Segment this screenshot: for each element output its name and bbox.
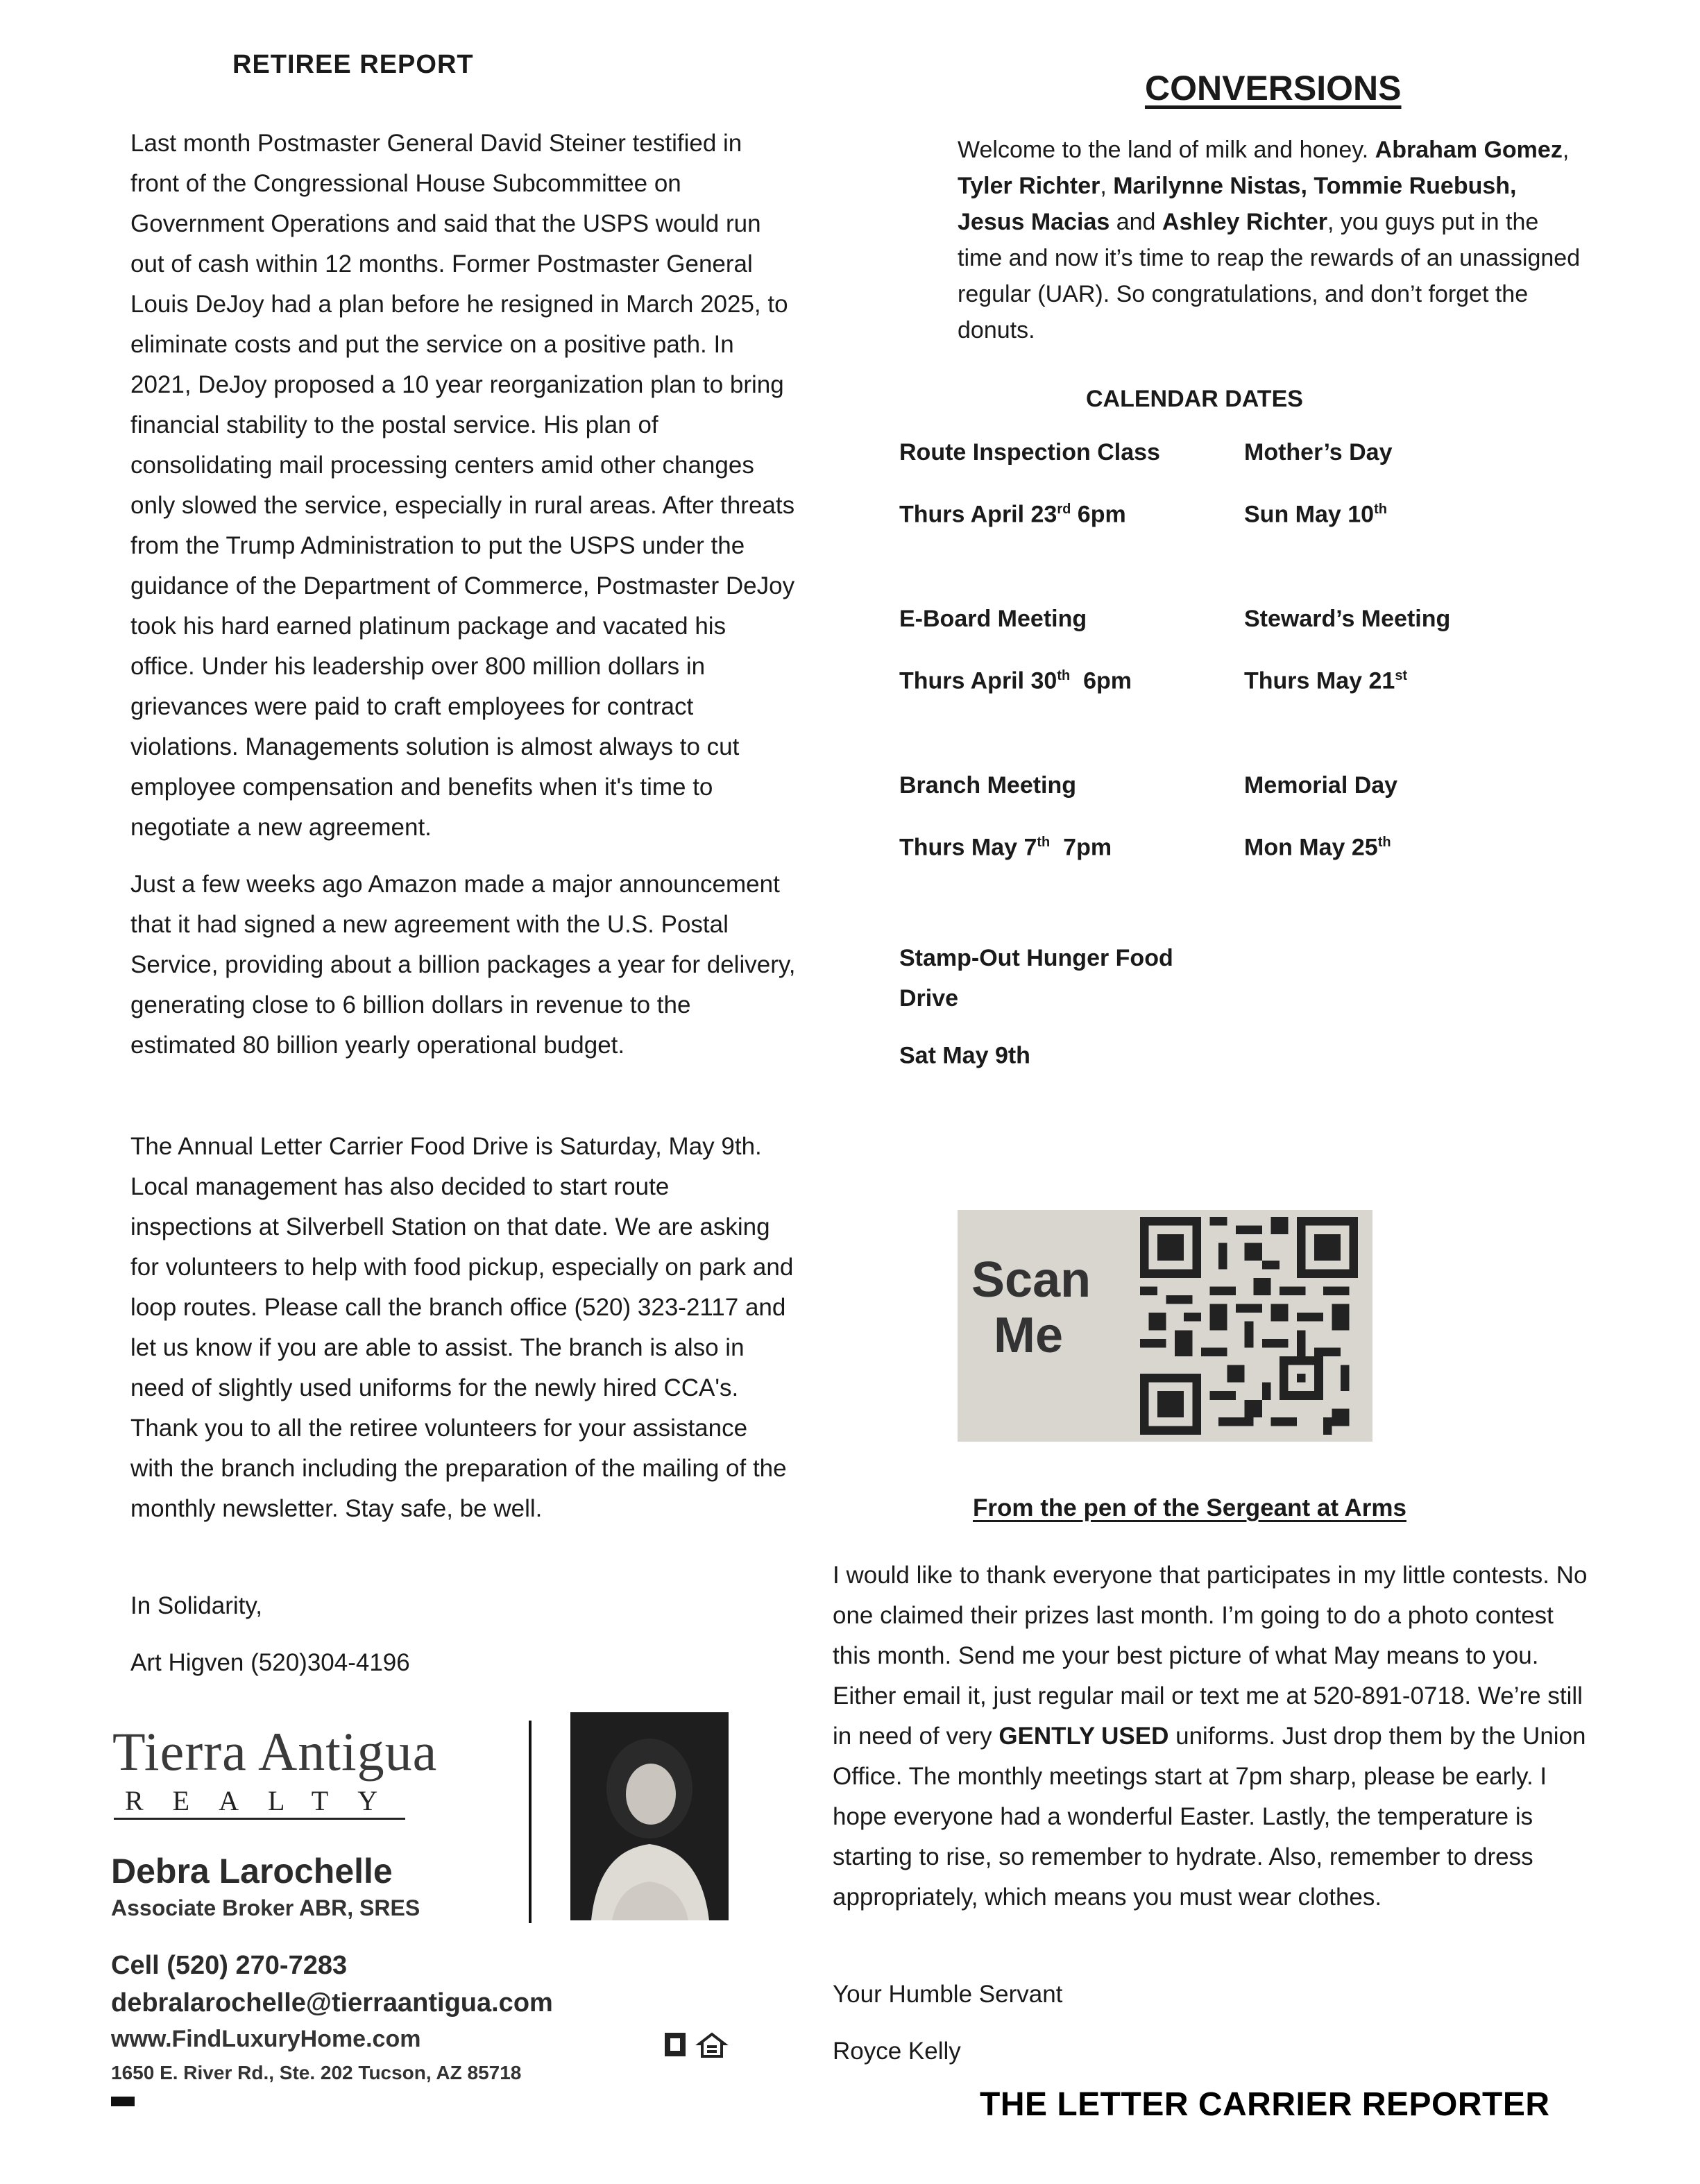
newsletter-footer-title: THE LETTER CARRIER REPORTER bbox=[980, 2086, 1550, 2123]
qr-code-icon[interactable] bbox=[1138, 1217, 1360, 1435]
agent-title: Associate Broker ABR, SRES bbox=[111, 1895, 420, 1920]
realty-logo-name: Tierra Antigua bbox=[112, 1721, 438, 1782]
calendar-event-date: Thurs May 21st bbox=[1244, 667, 1408, 694]
calendar-event-name: Stamp-Out Hunger Food Drive bbox=[899, 945, 1173, 1012]
agent-email[interactable]: debralarochelle@tierraantigua.com bbox=[111, 1988, 553, 2017]
calendar-event-date: Sat May 9th bbox=[899, 1042, 1030, 1069]
retiree-paragraph-3: The Annual Letter Carrier Food Drive is Saturday, May 9th. Local management has also decided to start route inspections at Silverbell Station on that date. We are asking for volunteers to help with food pickup, especially on park and loop routes. Please call the branch office (520) 323-2117 and let us know if you are able to assist. The branch is also in need of slightly used uniforms for the newly hired CCA's. Thank you to all the retiree volunteers for your assistance with the branch including the preparation of the mailing of the monthly newsletter. Stay safe, be well. bbox=[130, 1133, 794, 1522]
sergeant-at-arms-body: I would like to thank everyone that participates in my little contests. No one claimed their prizes last month. I’m going to do a photo contest this month. Send me your best picture of what May means to you. Either email it, just regular mail or text me at 520-891-0718. We’re still in need of very GENTLY USED uniforms. Just drop them by the Union Office. The monthly meetings start at 7pm sharp, please be early. I hope everyone had a wonderful Easter. Lastly, the temperature is starting to rise, so remember to hydrate. Also, remember to dress appropriately, which means you must wear clothes. bbox=[833, 1562, 1588, 1911]
ad-divider bbox=[529, 1721, 532, 1923]
agent-portrait-icon bbox=[570, 1712, 729, 1920]
conversions-title: CONVERSIONS bbox=[1145, 69, 1402, 108]
realty-advertisement bbox=[104, 1707, 756, 2095]
agent-name: Debra Larochelle bbox=[111, 1852, 393, 1891]
conversions-body: Welcome to the land of milk and honey. Abraham Gomez, Tyler Richter, Marilynne Nistas, Tommie Ruebush, Jesus Macias and Ashley Richter, you guys put in the time and now it’s time to reap the rewards of an unassigned regular (UAR). So congratulations, and don’t forget the donuts. bbox=[958, 137, 1581, 343]
agent-website[interactable]: www.FindLuxuryHome.com bbox=[111, 2026, 421, 2052]
agent-address: 1650 E. River Rd., Ste. 202 Tucson, AZ 85718 bbox=[111, 2062, 522, 2083]
retiree-paragraph-1: Last month Postmaster General David Steiner testified in front of the Congressional House Subcommittee on Government Operations and said that the USPS would run out of cash within 12 months. Former Postmaster General Louis DeJoy had a plan before he resigned in March 2025, to eliminate costs and put the service on a positive path. In 2021, DeJoy proposed a 10 year reorganization plan to bring financial stability to the postal service. His plan of consolidating mail processing centers amid other changes only slowed the service, especially in rural areas. After threats from the Trump Administration to put the USPS under the guidance of the Department of Commerce, Postmaster DeJoy took his hard earned platinum package and vacated his office. Under his leadership over 800 million dollars in grievances were paid to craft employees for contract violations. Managements solution is almost always to cut employee compensation and benefits when it's time to negotiate a new agreement. bbox=[130, 130, 795, 841]
calendar-event-date: Thurs May 7th 7pm bbox=[899, 834, 1112, 861]
calendar-event-name: Branch Meeting bbox=[899, 772, 1077, 799]
qr-label-scan: Scan bbox=[971, 1252, 1091, 1308]
calendar-event-date: Thurs April 23rd 6pm bbox=[899, 501, 1126, 528]
calendar-event-date: Mon May 25th bbox=[1244, 834, 1391, 861]
qr-code-block[interactable] bbox=[958, 1210, 1372, 1442]
calendar-event-date: Sun May 10th bbox=[1244, 501, 1387, 528]
realty-logo-rule bbox=[114, 1818, 405, 1820]
qr-label-me: Me bbox=[994, 1308, 1064, 1363]
retiree-signoff: Art Higven (520)304-4196 bbox=[130, 1649, 410, 1676]
retiree-paragraph-2: Just a few weeks ago Amazon made a major announcement that it had signed a new agreement with the U.S. Postal Service, providing about a billion packages a year for delivery, generating close to 6 billion dollars in revenue to the estimated 80 billion yearly operational budget. bbox=[130, 871, 796, 1059]
sergeant-name: Royce Kelly bbox=[833, 2038, 961, 2065]
calendar-event-name: Memorial Day bbox=[1244, 772, 1398, 799]
sergeant-closing: Your Humble Servant bbox=[833, 1981, 1063, 2008]
sergeant-at-arms-title: From the pen of the Sergeant at Arms bbox=[973, 1494, 1406, 1521]
calendar-event-name: Mother’s Day bbox=[1244, 439, 1393, 466]
calendar-event-name: Steward’s Meeting bbox=[1244, 606, 1451, 632]
calendar-title: CALENDAR DATES bbox=[1086, 386, 1303, 412]
retiree-closing: In Solidarity, bbox=[130, 1592, 262, 1619]
calendar-event-date: Thurs April 30th 6pm bbox=[899, 667, 1132, 694]
agent-cell: Cell (520) 270-7283 bbox=[111, 1951, 348, 1980]
retiree-report-title: RETIREE REPORT bbox=[232, 50, 474, 79]
calendar-event-name: Route Inspection Class bbox=[899, 439, 1160, 466]
calendar-event-name: E-Board Meeting bbox=[899, 606, 1087, 632]
page-number-mark bbox=[111, 2097, 135, 2106]
agent-photo bbox=[570, 1712, 729, 1920]
equal-housing-icon bbox=[663, 2030, 730, 2059]
realty-logo-subtitle: REALTY bbox=[125, 1785, 407, 1816]
